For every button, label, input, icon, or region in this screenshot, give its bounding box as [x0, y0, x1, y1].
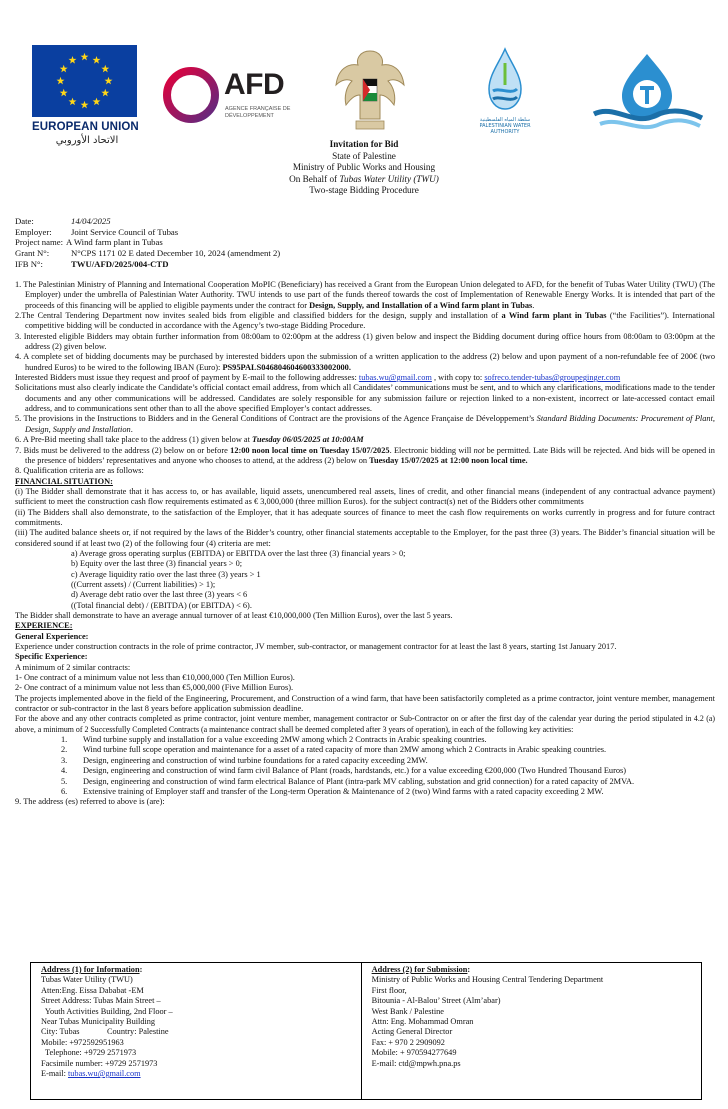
document-title: Invitation for Bid [329, 139, 399, 149]
paragraph-6 [15, 435, 715, 445]
employer-label: Employer: [15, 226, 52, 237]
address-1-mobile: Mobile: +972592951963 [41, 1037, 124, 1047]
eu-star [101, 65, 109, 73]
criterion-d-formula: ((Total financial debt) / (EBITDA) (or EBITDA) < 6). [71, 600, 252, 610]
address-1-information [31, 963, 362, 1099]
twu-logo [590, 48, 705, 133]
address-1-email-link[interactable]: tubas.wu@gmail.com [67, 1069, 141, 1079]
address-1-email-label: E-mail: [41, 1069, 68, 1079]
bid-metadata [15, 216, 715, 270]
heading-behalf-utility: Tubas Water Utility (TWU) [339, 173, 439, 184]
eagle-emblem-icon [330, 45, 410, 135]
bid-opening-date: Tuesday 15/07/2025 at 12:00 noon local time. [369, 455, 528, 465]
p4-contacts-text: Interested Bidders must issue they request and proof of payment by E-mail to the following addresses: [15, 373, 359, 383]
specific-contract-1: 1- One contract of a minimum value not less than €10,000,000 (Ten Million Euros). [15, 673, 295, 683]
p7-text: 7. Bids must be delivered to the address (2) below on or before [15, 445, 231, 455]
pre-bid-date: Tuesday 06/05/2025 at 10:00AM [252, 435, 364, 445]
heading-behalf [0, 174, 728, 186]
eu-star [81, 53, 89, 61]
specific-experience-text: The projects implemented above in the field of the Engineering, Procurement, and Construction of a wind farm, that have been satisfactorily completed as a prime contractor, joint venture member, management contractor or sub-contractor in the last 8 years before application submission deadline. [15, 693, 715, 714]
address-1-title-row [41, 965, 355, 975]
ifb-row [15, 259, 715, 270]
grant-label: Grant N°: [15, 248, 50, 259]
address-1-attention: Atten:Eng. Eissa Dababat -EM [41, 985, 144, 995]
heading-ministry: Ministry of Public Works and Housing [292, 162, 436, 173]
eu-star [69, 56, 77, 64]
eu-star [81, 101, 89, 109]
invitation-heading [0, 139, 728, 197]
eu-arabic-name: الاتحاد الأوروبي [55, 135, 119, 146]
twu-wave-icon [590, 48, 705, 133]
paragraph-7 [15, 446, 715, 467]
address-2-fax: Fax: + 970 2 2909092 [371, 1037, 445, 1047]
eu-star [57, 77, 65, 85]
criterion-d: d) Average debt ratio over the last three (3) years < 6 [71, 590, 248, 600]
address-2-colon: : [467, 965, 471, 974]
employer-value: Joint Service Council of Tubas [71, 226, 179, 237]
bid-deadline: 12:00 noon local time on Tuesday 15/07/2025 [230, 445, 390, 455]
document-body [15, 280, 715, 808]
afd-logo [160, 60, 300, 130]
criterion-a: a) Average gross operating surplus (EBITDA) or EBITDA over the last three (3) financial years > 0; [71, 548, 406, 558]
address-1-telephone: Telephone: +9729 2571973 [41, 1048, 137, 1058]
key-activities-list [15, 735, 715, 797]
palestine-emblem [330, 45, 410, 135]
p2-end: (“the Facilities”). International competitive bidding will be conducted in accordance with the Agency’s two-stage Bidding Procedure. [25, 311, 715, 331]
address-2-title-row [372, 965, 695, 975]
address-2-street: Bitounia - Al-Balou’ Street (Alm’abar) [371, 996, 501, 1006]
list-item [61, 745, 715, 755]
address-1-email-row [41, 1069, 355, 1079]
date-row [15, 216, 715, 227]
financial-criterion-iii: (iii) The audited balance sheets or, if not required by the laws of the Bidder’s country, other financial statements acceptable to the Employer, for the past three (3) years. The Bidder’s financial situation will be considered sound if at least two (2) of the following four (4) criteria are met: [15, 528, 715, 548]
eu-logo [32, 45, 137, 150]
p4-copy-text: , with copy to: [431, 373, 485, 383]
eu-star [93, 56, 101, 64]
list-item-text: Wind turbine supply and installation for a value exceeding 2MW among which 2 Contracts in Arabic speaking countries. [83, 735, 487, 745]
financial-criterion-ii: (ii) The Bidders shall also demonstrate, to the satisfaction of the Employer, that it has adequate sources of finance to meet the cash flow requirements on works currently in progress and for future contract commitments. [15, 507, 715, 527]
p5-end: . [130, 424, 133, 434]
general-experience-text: Experience under construction contracts in the role of prime contractor, JV member, sub-contractor, or management contractor for at least the last 8 years, starting 1st January 2017. [15, 642, 617, 652]
ifb-label: IFB N°: [15, 258, 43, 269]
p7-text-2: . Electronic bidding will [389, 445, 474, 455]
address-1-fax: Facsimile number: +9729 2571973 [41, 1058, 158, 1068]
address-2-email: E-mail: ctd@mpwh.pna.ps [371, 1058, 461, 1068]
water-drop-icon [465, 45, 545, 117]
heading-state: State of Palestine [332, 150, 396, 161]
eu-star [105, 77, 113, 85]
paragraph-8: 8. Qualification criteria are as follows: [15, 466, 144, 476]
criterion-b: b) Equity over the last three (3) financial years > 0; [71, 559, 243, 569]
address-2-attention: Attn: Eng. Mohammad Omran [371, 1017, 474, 1027]
address-table [30, 962, 702, 1100]
date-label: Date: [15, 216, 34, 226]
turnover-requirement: The Bidder shall demonstrate to have an average annual turnover of at least €10,000,000 (Ten Million Euros), over the last 5 years. [15, 611, 453, 620]
eu-star [93, 98, 101, 106]
address-1-title: Address (1) for Information [41, 965, 140, 974]
list-item [61, 777, 715, 787]
paragraph-9: 9. The address (es) referred to above is (are): [15, 797, 165, 807]
employer-row [15, 227, 715, 238]
criterion-c: c) Average liquidity ratio over the last three (3) years > 1 [71, 569, 261, 579]
heading-procedure: Two-stage Bidding Procedure [309, 185, 419, 196]
paragraph-4-solicitations: Solicitations must also clearly indicate the Candidate’s official contact email address, from which all Candidates’ communications must be sent, and to which any clarifications, modifications made to the tender documents and any other communications will be addressed. Candidates are solely responsible for any submission failure or rejection linked to a non-existent, incorrect or late-accessed contact email address, and to communications sent other than to all the above specified Employer’s contact addresses. [15, 383, 715, 414]
address-1-building: Youth Activities Building, 2nd Floor – [41, 1006, 173, 1016]
list-item-text: Wind turbine full scope operation and maintenance for a asset of a rated capacity of more than 2MW among which 2 Contracts in Arabic speaking countries. [83, 745, 607, 755]
address-2-region: West Bank / Palestine [371, 1006, 444, 1016]
eu-star [60, 89, 68, 97]
afd-ring-icon [160, 64, 222, 126]
project-label: Project name: [15, 237, 64, 248]
address-2-submission [362, 963, 701, 1099]
list-item-number: 1. [61, 735, 68, 745]
pwa-logo [465, 45, 545, 135]
address-2-mobile: Mobile: + 970594277649 [371, 1048, 457, 1058]
grant-row [15, 248, 715, 259]
p5-text: 5. The provisions in the Instructions to Bidders and in the General Conditions of Contract are the provisions of the Agence Française de Développement’s [15, 414, 537, 424]
email-link-tubas[interactable]: tubas.wu@gmail.com [358, 373, 432, 383]
address-2-org: Ministry of Public Works and Housing Central Tendering Department [371, 975, 604, 985]
list-item-text: Extensive training of Employer staff and transfer of the Long-term Operation & Maintenance of 2 (two) Wind farms with a rated capacity exceeding 2 MW. [83, 786, 604, 796]
address-1-colon: : [139, 965, 143, 974]
eu-name: EUROPEAN UNION [32, 121, 139, 133]
financial-situation-title: FINANCIAL SITUATION: [15, 476, 113, 486]
pwa-name: سلطة المياه الفلسطينية PALESTINIAN WATER AUTHORITY [479, 117, 531, 135]
p2-facility: a Wind farm plant in Tubas [501, 311, 607, 321]
p2-text: 2.The Central Tendering Department now invites sealed bids from eligible and classified bidders for the design, supply and installation of [15, 311, 502, 321]
specific-experience-minimum: A minimum of 2 similar contracts: [15, 662, 131, 672]
criterion-c-formula: ((Current assets) / (Current liabilities) > 1); [71, 579, 216, 589]
project-value: A Wind farm plant in Tubas [66, 237, 163, 248]
p1-end: . [532, 300, 535, 310]
specific-contract-2: 2- One contract of a minimum value not less than €5,000,000 (Five Million Euros). [15, 683, 294, 693]
address-2-floor: First floor, [371, 985, 407, 995]
address-1-org: Tubas Water Utility (TWU) [41, 975, 133, 985]
p7-not: not [473, 445, 485, 455]
specific-experience-title: Specific Experience: [15, 652, 88, 662]
paragraph-1 [15, 280, 715, 311]
general-experience-title: General Experience: [15, 631, 89, 641]
list-item-number: 3. [61, 755, 68, 765]
address-1-landmark: Near Tubas Municipality Building [41, 1017, 156, 1027]
list-item-number: 5. [61, 776, 68, 786]
p6-text: 6. A Pre-Bid meeting shall take place to the address (1) given below at [15, 435, 253, 445]
p7-text-3: be permitted. Late Bids will be rejected. And bids will be opened in the presence of bidders’ representatives and anyone who chooses to attend, at the address (2) below on [25, 445, 715, 465]
p1-contract-name: Design, Supply, and Installation of a Wind farm plant in Tubas [309, 300, 533, 310]
eu-stars-icon [32, 45, 137, 117]
eu-star [60, 65, 68, 73]
list-item-text: Design, engineering and construction of wind farm electrical Balance of Plant (intra-park MV cabling, substation and grid connection) for a rated capacity of 2MVA. [83, 776, 635, 786]
list-item-number: 6. [61, 786, 68, 796]
list-item-number: 4. [61, 766, 68, 776]
list-item [61, 787, 715, 797]
paragraph-2 [15, 311, 715, 332]
address-2-title: Address (2) for Submission [371, 965, 468, 974]
experience-title: EXPERIENCE: [15, 621, 73, 631]
paragraph-4 [15, 352, 715, 373]
p5-sbd-title: Standard Bidding Documents: Procurement of Plant, Design, Supply and Installation [25, 414, 715, 434]
list-item-text: Design, engineering and construction of wind farm civil Balance of Plant (roads, hardstands, etc.) for a value exceeding €200,000 (Two Hundred Thousand Euros) [83, 766, 627, 776]
p4-text: 4. A complete set of bidding documents may be purchased by interested bidders upon the submission of a written application to the address (2) below and upon payment of a non-refundable fee of 200€ (two hundred Euros) to be wired to the following IBAN (Euro): [15, 352, 715, 372]
date-value: 14/04/2025 [71, 216, 111, 226]
heading-behalf-prefix: On Behalf of [289, 173, 340, 184]
paragraph-4-contacts [15, 373, 715, 383]
list-item-number: 2. [61, 745, 68, 755]
financial-criterion-i: (i) The Bidder shall demonstrate that it has access to, or has available, liquid assets, unencumbered real assets, lines of credit, and other financial means (independent of any contractual advance payment) sufficient to meet the construction cash flow requirements estimated as € 3,000,000 (three million Euros). for the subject contract(s) net of the Bidders other commitments [15, 486, 715, 507]
address-1-city: City: Tubas [41, 1027, 80, 1037]
address-2-position: Acting General Director [371, 1027, 453, 1037]
address-1-street: Street Address: Tubas Main Street – [41, 996, 161, 1006]
address-1-city-row [41, 1027, 355, 1037]
list-item [61, 735, 715, 745]
specific-experience-activities-intro: For the above and any other contracts completed as prime contractor, joint venture member, management contractor or Sub-Contractor on or after the first day of the calendar year during the period stipulated in 4.2 (a) above, a minimum of 2 Successfully Completed Contracts (a maintenance contract shall be deemed completed after 3 years of operation), in each of the following key activities: [15, 714, 715, 734]
eu-star [101, 89, 109, 97]
address-1-country: Country: Palestine [107, 1027, 169, 1037]
eu-flag [32, 45, 137, 117]
eu-star [69, 98, 77, 106]
afd-name: AFD [224, 68, 285, 101]
email-link-sofreco[interactable]: sofreco.tender-tubas@groupeginger.com [484, 373, 621, 383]
afd-tagline: AGENCE FRANÇAISE DE DÉVELOPPEMENT [225, 106, 291, 119]
grant-value: N°CPS 1171 02 E dated December 10, 2024 (amendment 2) [71, 248, 281, 259]
list-item-text: Design, engineering and construction of wind turbine foundations for a rated capacity exceeding 2MW. [83, 755, 428, 765]
p1-text: 1. The Palestinian Ministry of Planning and International Cooperation MoPIC (Beneficiary) has received a Grant from the European Union delegated to AFD, for the benefit of Tubas Water Utility (TWU) (The Employer) under the umbrella of Palestinian Water Authority. TWU intends to use part of the funds thereof towards the cost of Implementation of Renewable Energy Works. It is intended that part of the proceeds of this financing will be applied to eligible payments under the contract for [15, 280, 715, 310]
paragraph-5 [15, 414, 715, 435]
project-row [15, 237, 715, 248]
list-item [61, 766, 715, 776]
paragraph-3: 3. Interested eligible Bidders may obtain further information from 08:00am to 02:00pm at the address (1) given below and inspect the Bidding document during office hours from 08:00am to 03:00pm at the address (2) given below. [15, 331, 715, 352]
list-item [61, 756, 715, 766]
ifb-value: TWU/AFD/2025/004-CTD [71, 258, 169, 269]
iban-value: PS95PALS046804604600333002000. [222, 362, 351, 372]
